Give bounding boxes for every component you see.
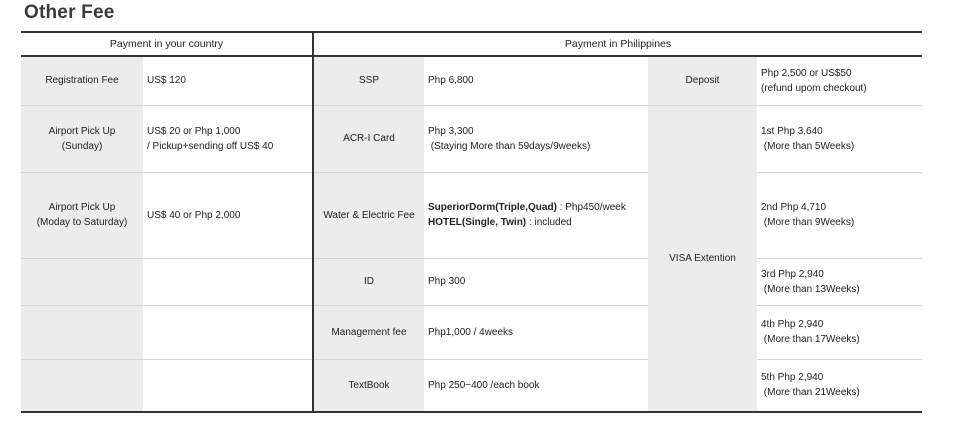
home-fee-value-line: US$ 40 or Php 2,000 <box>147 209 241 221</box>
deposit-label: Deposit <box>648 56 757 105</box>
ph-fee-label <box>313 258 424 305</box>
visa-fee-value-line: (More than 13Weeks) <box>761 283 860 295</box>
home-fee-label <box>21 258 143 305</box>
visa-fee-value-line: (More than 17Weeks) <box>761 334 860 345</box>
header-payment-philippines: Payment in Philippines <box>313 32 922 56</box>
visa-fee-value-line: 2nd Php 4,710 <box>761 202 827 213</box>
ph-fee-label <box>313 305 424 359</box>
home-fee-label-line: (Moday to Saturday) <box>36 217 128 228</box>
ph-fee-label <box>313 359 424 412</box>
visa-fee-value-line: (More than 5Weeks) <box>761 140 855 152</box>
home-fee-value <box>143 56 313 105</box>
table-row <box>21 172 922 258</box>
home-fee-label <box>21 359 143 412</box>
visa-fee-value-line: 5th Php 2,940 <box>761 372 824 384</box>
visa-fee-value-line: (More than 9Weeks) <box>761 217 855 228</box>
home-fee-label-line: Registration Fee <box>45 75 119 87</box>
home-fee-value <box>143 258 313 305</box>
ph-fee-value <box>424 105 648 172</box>
ph-fee-label-line: ID <box>364 276 374 287</box>
visa-fee-value <box>757 56 922 105</box>
room-type-price: : Php450/week <box>556 202 626 213</box>
ph-fee-label-line: SSP <box>358 75 379 87</box>
home-fee-label <box>21 105 143 172</box>
visa-extension-label: VISA Extention <box>648 105 757 412</box>
fee-table-container <box>21 31 922 413</box>
visa-fee-value <box>757 305 922 359</box>
table-row <box>21 305 922 359</box>
visa-fee-value <box>757 172 922 258</box>
table-row <box>21 105 922 172</box>
ph-fee-label <box>313 105 424 172</box>
ph-fee-value-line: Php 3,300 <box>428 125 474 137</box>
visa-fee-value-line: 3rd Php 2,940 <box>761 268 824 280</box>
ph-fee-value <box>424 305 648 359</box>
visa-fee-value-line: Php 2,500 or US$50 <box>761 67 852 79</box>
ph-fee-label-line: TextBook <box>348 379 390 391</box>
fee-table <box>21 31 922 413</box>
table-row <box>21 359 922 412</box>
home-fee-value-line: / Pickup+sending off US$ 40 <box>147 140 274 152</box>
room-type-price: : included <box>526 217 572 228</box>
home-fee-value <box>143 105 313 172</box>
home-fee-value-line: US$ 120 <box>147 75 186 87</box>
visa-fee-value-line: 4th Php 2,940 <box>761 319 824 330</box>
home-fee-label-line: Airport Pick Up <box>48 125 116 137</box>
ph-fee-value <box>424 258 648 305</box>
table-row <box>21 56 922 105</box>
home-fee-label-line: (Sunday) <box>61 140 103 152</box>
home-fee-value-line: US$ 20 or Php 1,000 <box>147 125 241 137</box>
ph-fee-value-line: Php 250~400 /each book <box>428 379 540 391</box>
header-payment-home: Payment in your country <box>21 32 313 56</box>
home-fee-label <box>21 56 143 105</box>
fee-table-body <box>21 56 922 412</box>
ph-fee-value <box>424 56 648 105</box>
ph-fee-value-line: Php1,000 / 4weeks <box>428 326 514 338</box>
home-fee-value <box>143 172 313 258</box>
visa-fee-value <box>757 105 922 172</box>
home-fee-label <box>21 305 143 359</box>
visa-fee-value-line: (More than 21Weeks) <box>761 387 860 399</box>
ph-fee-label <box>313 56 424 105</box>
visa-fee-value <box>757 258 922 305</box>
room-type-label: HOTEL(Single, Twin) <box>428 217 527 228</box>
ph-fee-value-line: Php 300 <box>428 276 466 287</box>
ph-fee-label <box>313 172 424 258</box>
table-row <box>21 258 922 305</box>
ph-fee-value <box>424 359 648 412</box>
ph-fee-value-line: Php 6,800 <box>428 75 474 87</box>
visa-fee-value-line: (refund upom checkout) <box>761 82 867 94</box>
visa-fee-value-line: 1st Php 3,640 <box>761 125 823 137</box>
home-fee-value <box>143 305 313 359</box>
ph-fee-label-line: ACR-I Card <box>343 133 395 144</box>
ph-fee-value <box>424 172 648 258</box>
home-fee-value <box>143 359 313 412</box>
ph-fee-label-line: Management fee <box>331 326 407 338</box>
home-fee-label-line: Airport Pick Up <box>48 202 116 213</box>
ph-fee-label-line: Water & Electric Fee <box>323 209 415 221</box>
visa-fee-value <box>757 359 922 412</box>
ph-fee-value-line: (Staying More than 59days/9weeks) <box>428 140 591 152</box>
page-title: Other Fee <box>24 2 115 23</box>
room-type-label: SuperiorDorm(Triple,Quad) <box>428 202 557 213</box>
home-fee-label <box>21 172 143 258</box>
